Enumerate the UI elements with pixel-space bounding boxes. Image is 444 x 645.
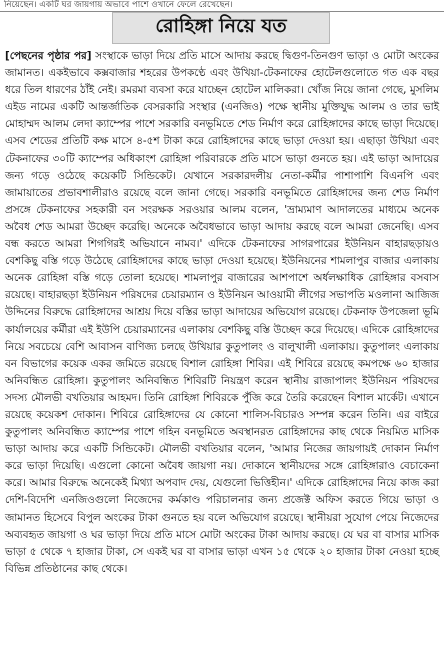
article-body [5,48,439,578]
previous-article-fragment: নিয়েছেন। একটি ঘর জায়গায় অভাবে পাশে ওখানে ফেলে রেখেছেন। [4,0,233,10]
article-paragraph [5,48,439,578]
continued-from-label: [পেছনের পৃষ্ঠার পর] [5,50,92,62]
headline: রোহিঙ্গা নিয়ে যত [155,15,287,37]
headline-banner [112,12,330,44]
article-body-text: সংস্থাকে ভাড়া দিয়ে প্রতি মাসে আদায় করছে দ্বিগুণ-তিনগুণ ভাড়া ও মোটা অংকের জামানত। একইভাবে কক্সবাজার শহরের উপকণ্ঠে এবং উখিয়া-টেকনাফের হোটেলগুলোতে গত এক বছর ধরে তিল ধারণের ঠাঁই নেই। রমরমা ব্যবসা করে যাচ্ছেন হোটেল মালিকরা। খোঁজ নিয়ে জানা গেছে, মুসলিম এইড নামের একটি আন্তর্জাতিক বেসরকারি সংস্থার (এনজিও) পক্ষে স্থানীয় মুক্তিযুদ্ধ আলম ও তার ভাই মোহাম্মদ আলম লেদা ক্যাম্পের পাশে সরকারি বনভূমিতে শেড নির্মাণ করে রোহিঙ্গাদের কাছে ভাড়া দিয়েছে। এসব শেডের প্রতিটি কক্ষ মাসে ৪-৫শ টাকা করে রোহিঙ্গাদের কাছে ভাড়া দেওয়া হয়। এছাড়া উখিয়া এবং টেকনাফের ৩০টি ক্যাম্পের অধিকাংশ রোহিঙ্গা পরিবারকে প্রতি মাসে ভাড়া গুনতে হয়। এই ভাড়া আদায়ের জন্য গড়ে ওঠেছে কয়েকটি সিন্ডিকেট। যেখানে সরকারদলীয় নেতা-কর্মীর পাশাপাশি বিএনপি এবং জামায়াতের প্রভাবশালীরাও রয়েছে বলে জানা গেছে। সরকারি বনভূমিতে রোহিঙ্গাদের জন্য শেড নির্মাণ প্রসঙ্গে টেকনাফের সহকারী বন সংরক্ষক সরওয়ার আলম বলেন, 'ভ্রাম্যমাণ আদালতের মাধ্যমে অনেক অবৈধ শেড আমরা উচ্ছেদ করেছি। অনেকে অবৈধভাবে ভাড়া আদায় করছে বলে আমরা জেনেছি। এসব বন্ধ করতে আমরা শিগগিরই অভিযানে নামব।' এদিকে টেকনাফের সাগরপারের ইউনিয়ন বাহারছড়ায়ও বেশকিছু বস্তি গড়ে উঠেছে রোহিঙ্গাদের কাছে ভাড়া দেওয়া হয়েছে। ইউনিয়নের শামলাপুর বাজার এলাকায় অনেক রোহিঙ্গা বস্তি গড়ে তোলা হয়েছে। শামলাপুর বাজারের আশপাশে অর্ধলক্ষাধিক রোহিঙ্গার বসবাস রয়েছে। বাহারছড়া ইউনিয়ন পরিষদের চেয়ারম্যান ও ইউনিয়ন আওয়ামী লীগের সভাপতি মওলানা আজিজ উদ্দিনের বিরুদ্ধে রোহিঙ্গাদের আশ্রয় দিয়ে বস্তির ভাড়া আদায়ের অভিযোগ রয়েছে। টেকনাফ উপজেলা ভূমি কার্যালয়ের কর্মীরা এই ইউপি চেয়ারম্যানের এলাকায় বেশকিছু বস্তি উচ্ছেদ করে দিয়েছে। এদিকে রোহিঙ্গাদের নিয়ে সবচেয়ে বেশি আবাসন বাণিজ্য চলছে উখিয়ার কুতুপালং ও বালুখালী এলাকায়। কুতুপালং এলাকায় বন বিভাগের কয়েক একর জমিতে রয়েছে বিশাল রোহিঙ্গা শিবির। এই শিবিরে রয়েছে কমপক্ষে ৬০ হাজার অনিবন্ধিত রোহিঙ্গা। কুতুপালং অনিবন্ধিত শিবিরটি নিয়ন্ত্রণ করেন স্থানীয় রাজাপালং ইউনিয়ন পরিষদের সদস্য মৌলভী বখতিয়ার আহমদ। তিনি রোহিঙ্গা শিবিরকে পুঁজি করে তৈরি করেছেন বিশাল মার্কেট। এখানে রয়েছে কয়েকশ দোকান। শিবিরে রোহিঙ্গাদের যে কোনো শালিস-বিচারও সম্পন্ন করেন তিনি। এর বাইরে কুতুপালং অনিবন্ধিত ক্যাম্পের পাশে গহিন বনভূমিতে অবস্থানরত রোহিঙ্গাদের কাছ থেকে নিয়মিত মাসিক ভাড়া আদায় করে একটি সিন্ডিকেট। মৌলভী বখতিয়ার বলেন, 'আমার নিজের জায়গায়ই দোকান নির্মাণ করে ভাড়া দিয়েছি। এগুলো কোনো অবৈধ জায়গা নয়। দোকানে স্থানীয়দের সঙ্গে রোহিঙ্গারাও বেচাকেনা করে। আমার বিরুদ্ধে অনেকেই মিথ্যা অপবাদ দেয়, যেগুলো ভিত্তিহীন।' এদিকে রোহিঙ্গাদের নিয়ে কাজ করা দেশি-বিদেশি এনজিওগুলো নিজেদের কর্মকাণ্ড পরিচালনার জন্য প্রজেক্ট অফিস করতে গিয়ে ভাড়া ও জামানত হিসেবে বিপুল অংকের টাকা গুনতে হয় বলে অভিযোগ রয়েছে। স্থানীয়রা সুযোগ পেয়ে নিজেদের অব্যবহৃত জায়গা ও ঘর ভাড়া দিয়ে প্রতি মাসে মোটা অংকের টাকা আদায় করছে। যে ঘর বা বাসার মাসিক ভাড়া ৫ থেকে ৭ হাজার টাকা, সে একই ঘর বা বাসার ভাড়া এখন ১৫ থেকে ২০ হাজার টাকা নেওয়া হচ্ছে বিভিন্ন প্রতিষ্ঠানের কাছ থেকে। [5,50,439,575]
